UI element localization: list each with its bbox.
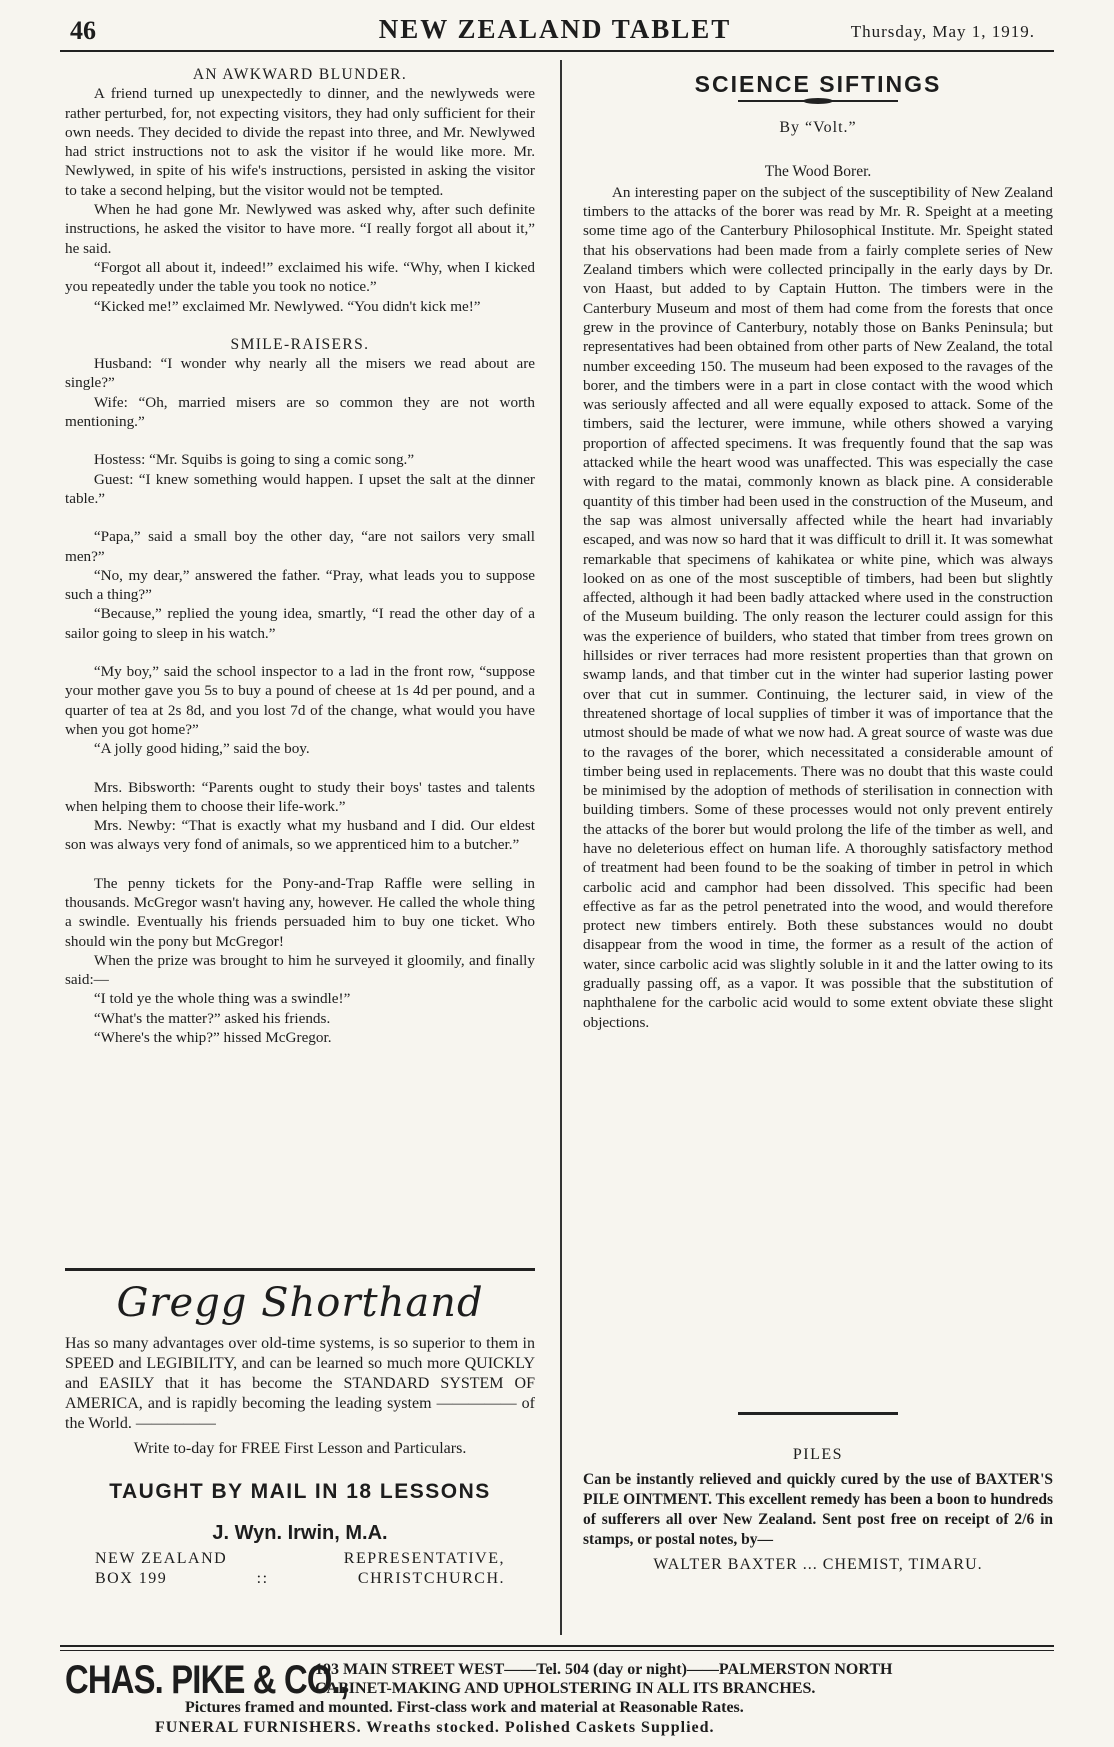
pike-line-funeral: FUNERAL FURNISHERS. Wreaths stocked. Polished Caskets Supplied. [155,1719,715,1736]
addr-line2-left: BOX 199 [95,1570,168,1587]
joke-line: “Papa,” said a small boy the other day, “are not sailors very small men?” [65,528,535,565]
blunder-paragraph: “Forgot all about it, indeed!” exclaimed his wife. “Why, when I kicked you repeatedly under the table you took no notice.” [65,258,535,296]
blunder-paragraph: When he had gone Mr. Newlywed was asked why, after such definite instructions, he asked the visitor to have more. “I really forgot all about it,” he said. [65,201,535,257]
joke-line: Husband: “I wonder why nearly all the misers we read about are single?” [65,355,535,392]
masthead: NEW ZEALAND TABLET [378,14,732,44]
smile-raisers-title: SMILE-RAISERS. [230,335,370,353]
left-column [65,65,535,1047]
blunder-title: AN AWKWARD BLUNDER. [192,66,408,83]
addr-line2-right: CHRISTCHURCH. [357,1570,505,1587]
gregg-title: Gregg Shorthand [116,1280,484,1326]
addr-line2-mid: :: [256,1570,269,1587]
pike-company-name: CHAS. PIKE & CO., [65,1658,349,1702]
ad-top-rule [65,1268,535,1271]
article-subtitle: The Wood Borer. [764,162,872,180]
joke-line: Hostess: “Mr. Squibs is going to sing a comic song.” [93,451,415,469]
joke-line: “I told ye the whole thing was a swindle!” [93,990,351,1008]
blunder-paragraph: “Kicked me!” exclaimed Mr. Newlywed. “You didn't kick me!” [93,297,481,315]
pike-line-services: CABINET-MAKING AND UPHOLSTERING IN ALL ITS BRANCHES. [315,1680,816,1697]
pike-footer-ad [65,1658,1055,1743]
byline: By “Volt.” [779,119,857,137]
addr-line1-left: NEW ZEALAND [95,1550,228,1567]
joke-line: “No, my dear,” answered the father. “Pray, what leads you to suppose such a thing?” [65,566,535,604]
gregg-body: Has so many advantages over old-time systems, is so superior to them in SPEED and LEGIBILITY, and can be learned so much more QUICKLY and EASILY that it has become the STANDARD SYSTEM OF AMERICA, and is rapidly becoming the leading system ————— of the World. ————— [65,1335,535,1432]
header-rule [60,50,1054,52]
right-column [583,65,1053,1032]
piles-title: PILES [792,1446,844,1463]
joke-line: Guest: “I knew something would happen. I upset the salt at the dinner table.” [65,470,535,507]
gregg-cta: Write to-day for FREE First Lesson and Particulars. [133,1440,467,1457]
joke-line: “A jolly good hiding,” said the boy. [93,740,310,758]
footer-rule-thin [60,1650,1054,1651]
article-body: An interesting paper on the subject of the susceptibility of New Zealand timbers to the attacks of the borer was read by Mr. R. Speight at a meeting some time ago of the Canterbury Philosophical Institute. Mr. Speight stated that his observations had been made from a fairly complete series of New Zealand timbers which were collected principally in the early days by Dr. von Haast, but added to by Captain Hutton. The timbers were in the Canterbury Museum and most of them had come from the forests that once grew in the province of Canterbury, notably those on Banks Peninsula; but representatives had been obtained from other parts of New Zealand, the total number exceeding 150. The museum had been exposed to the ravages of the borer, and the timbers were in a part in close contact with the wood which was seriously affected and all were equally exposed to attack. Some of the timbers, said the lecturer, were immune, while others showed a varying proportion of affected specimens. It was frequently found that the sap was attacked while the heart wood was unaffected. This was especially the case with regard to the matai, commonly known as black pine. A considerable quantity of this timber had been used in the construction of the Museum, and the sap was almost universally affected while the heart had invariably escaped, and was now so hard that it was difficult to drill it. It was somewhat remarkable that specimens of kahikatea or white pine, which was always looked on as one of the most susceptible of timbers, had been but slightly affected, although it had been badly attacked where used in the construction of the Museum building. The only reason the lecturer could assign for this was the experience of builders, who stated that timber from trees grown on hillsides or river terraces had more resistent properties than that grown on swamp lands, and that timber cut in the winter had superior lasting power over that cut in summer. Continuing, the lecturer said, in view of the threatened shortage of local supplies of timber it was of importance that the utmost should be made of what we now had. A great source of waste was due to the ravages of the borer, which necessitated a considerable amount of timber being used in replacements. There was no doubt that this waste could be minimised by the adoption of methods of sterilisation in connection with building timbers. Some of these processes would not only prevent entirely the attacks of the borer but would prolong the life of the timber as well, and have no deleterious effect on human life. A thoroughly satisfactory method of treatment had been found to be the soaking of timber in petrol in which carbolic acid and camphor had been dissolved. This specific had been effective as far as the petrol penetrated into the wood, and would therefore protect new timbers entirely. Both these substances would no doubt disappear from the wood in time, the former as a result of the action of water, since carbolic acid was slightly soluble in it and the latter owing to its gradually passing off, as a vapor. It was possible that the substitution of naphthalene for the carbolic acid would to some extent obviate these slight objections. [583,183,1053,1031]
piles-top-rule [738,1412,898,1415]
issue-date: Thursday, May 1, 1919. [850,22,1035,41]
column-rule [560,60,562,1635]
joke-line: Mrs. Bibsworth: “Parents ought to study their boys' tastes and talents when helping them to choose their life-work.” [65,778,535,815]
footer-rule [60,1645,1054,1647]
piles-body: Can be instantly relieved and quickly cured by the use of BAXTER'S PILE OINTMENT. This excellent remedy has been a boon to hundreds of sufferers all over New Zealand. Sent post free on receipt of 2/6 in stamps, or postal notes, by— [583,1471,1053,1548]
piles-signature: WALTER BAXTER ... CHEMIST, TIMARU. [653,1556,983,1573]
joke-line: Mrs. Newby: “That is exactly what my husband and I did. Our eldest son was always very fond of animals, so we apprenticed him to a butcher.” [65,817,535,854]
joke-line: “Where's the whip?” hissed McGregor. [93,1029,332,1047]
science-siftings-title: SCIENCE SIFTINGS [694,71,942,97]
joke-line: Wife: “Oh, married misers are so common they are not worth mentioning.” [65,393,535,431]
joke-line: “What's the matter?” asked his friends. [93,1009,331,1027]
gregg-taught-by-mail: TAUGHT BY MAIL IN 18 LESSONS [109,1480,491,1503]
blunder-paragraph: A friend turned up unexpectedly to dinner, and the newlyweds were rather perturbed, for, not expecting visitors, they had only sufficient for their own needs. They decided to divide the repast into three, and Mr. Newlywed had strict instructions not to ask the visitor if he would like more. Mr. Newlywed, in spite of his wife's instructions, persisted in asking the visitor to take a second helping, but the visitor would not be tempted. [65,85,535,199]
piles-ad [583,1446,1053,1574]
page-header [60,12,1050,46]
addr-line1-right: REPRESENTATIVE, [343,1550,505,1567]
joke-line: When the prize was brought to him he surveyed it gloomily, and finally said:— [65,951,535,989]
joke-line: “Because,” replied the young idea, smartly, “I read the other day of a sailor going to sleep in his watch.” [65,605,535,642]
gregg-shorthand-ad [65,1280,535,1589]
ornament-rule [738,98,898,104]
gregg-address [65,1549,535,1589]
joke-line: “My boy,” said the school inspector to a lad in the front row, “suppose your mother gave you 5s to buy a pound of cheese at 1s 4d per pound, and a quarter of tea at 2s 8d, and you lost 7d of the change, what would you have when you got home?” [65,663,535,738]
pike-line-address: 193 MAIN STREET WEST——Tel. 504 (day or night)——PALMERSTON NORTH [315,1661,893,1678]
joke-line: The penny tickets for the Pony-and-Trap Raffle were selling in thousands. McGregor wasn't having any, however. He called the whole thing a swindle. Eventually his friends persuaded him to buy one ticket. Who should win the pony but McGregor! [65,874,535,950]
pike-line-pictures: Pictures framed and mounted. First-class work and material at Reasonable Rates. [185,1699,744,1716]
gregg-representative-name: J. Wyn. Irwin, M.A. [212,1522,388,1544]
page-number: 46 [70,16,96,45]
